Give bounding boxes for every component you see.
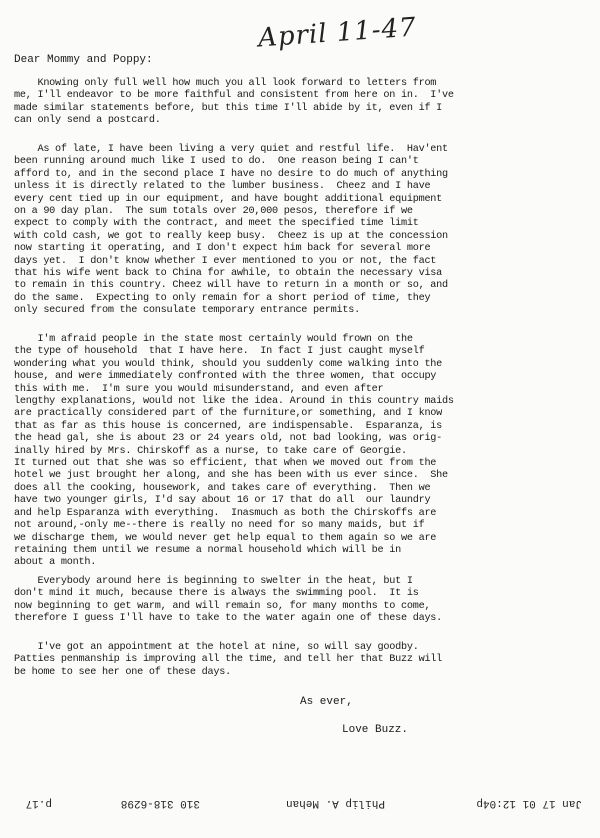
- paragraph-1: Knowing only full well how much you all look forward to letters from me, I'll endeavor to be more faithful and consistent from here on in. I've made similar statements before, but this time I'll abide by it, even if I can only send a postcard.: [14, 78, 454, 127]
- paragraph-5: I've got an appointment at the hotel at nine, so will say goodby. Patties penmanship is improving all the time, and tell her that Buzz will be home to see her one of these days.: [14, 642, 443, 678]
- paragraph-2: As of late, I have been living a very quiet and restful life. Hav'ent been running around much like I used to do. One reason being I can't afford to, and in the second place I have no desire to do much of anything unless it is directly related to the lumber business. Cheez and I have every cent tied up in our equipment, and have bought additional equipment on a 90 day plan. The sum totals over 20,000 pesos, therefore if we expect to comply with the contract, and meet the specified time limit with cold cash, we got to really keep busy. Cheez is up at the concession now starting it operating, and I don't expect him back for several more days yet. I don't know whether I ever mentioned to you or not, the fact that his wife went back to China for awhile, to obtain the necessary visa to remain in this country. Cheez will have to return in a month or so, and do the same. Expecting to only remain for a short period of time, they only secured from the consulate temporary entrance permits.: [14, 144, 448, 317]
- fax-header: [0, 793, 600, 809]
- fax-phone: 310 318-6298: [120, 797, 200, 809]
- salutation: Dear Mommy and Poppy:: [14, 54, 153, 66]
- fax-page: p.17: [25, 797, 52, 809]
- paragraph-4: Everybody around here is beginning to swelter in the heat, but I don't mind it much, because there is always the swimming pool. It is now beginning to get warm, and will remain so, for many months to come, therefore I guess I'll have to take to the water again one of these days.: [14, 576, 443, 625]
- handwritten-date: April 11-47: [257, 12, 418, 54]
- fax-date-time: Jan 17 01 12:04p: [476, 797, 582, 809]
- fax-sender: Philip A. Mehan: [285, 797, 385, 809]
- paragraph-3: I'm afraid people in the state most certainly would frown on the the type of household that I have here. In fact I just caught myself wondering what you would think, should you suddenly come walking into the house, and were immediately confronted with the three women, that occupy this with me. I'm sure you would misunderstand, and even after lengthy explanations, would not like the idea. Around in this country maids are practically considered part of the furniture,or something, and I know that as far as this house is concerned, are indispensable. Esparanza, is the head gal, she is about 23 or 24 years old, not bad looking, was orig- inally hired by Mrs. Chirskoff as a nurse, to take care of Georgie. It turned out that she was so efficient, that when we moved out from the hotel we just brought her along, and she has been with us ever since. She does all the cooking, housework, and takes care of everything. Then we have two younger girls, I'd say about 16 or 17 that do all our laundry and help Esparanza with everything. Inasmuch as both the Chirskoffs are not around,-only me--there is really no need for so many maids, but if we discharge them, we would never get help equal to them again so we are retaining them until we resume a normal household which will be in about a month.: [14, 334, 454, 569]
- signature: Love Buzz.: [342, 724, 409, 736]
- closing: As ever,: [300, 696, 353, 708]
